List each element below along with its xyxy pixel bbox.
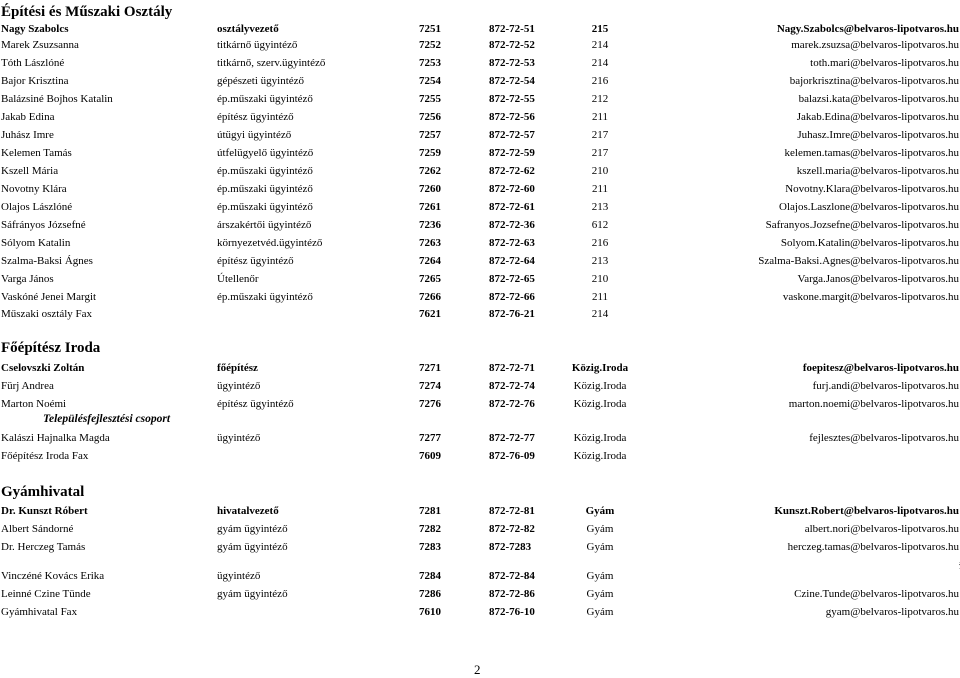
extension-cell: 7253: [419, 57, 441, 69]
section-title-gyamhivatal: Gyámhivatal: [1, 484, 85, 500]
table-row: [0, 289, 960, 305]
table-row: [0, 55, 960, 71]
role-cell: ép.műszaki ügyintéző: [217, 201, 313, 213]
role-cell: ép.műszaki ügyintéző: [217, 183, 313, 195]
role-cell: osztályvezető: [217, 23, 279, 35]
room-cell: 214: [591, 39, 609, 51]
phone-cell: 872-72-53: [489, 57, 535, 69]
room-cell: 213: [591, 201, 609, 213]
email-cell: toth.mari@belvaros-lipotvaros.hu: [810, 57, 959, 69]
phone-cell: 872-72-71: [489, 362, 535, 374]
table-row: [0, 306, 960, 322]
name-cell: Dr. Herczeg Tamás: [1, 541, 86, 553]
table-row: [0, 199, 960, 215]
extension-cell: 7260: [419, 183, 441, 195]
phone-cell: 872-72-82: [489, 523, 535, 535]
phone-cell: 872-72-52: [489, 39, 535, 51]
email-cell: marek.zsuzsa@belvaros-lipotvaros.hu: [791, 39, 959, 51]
table-row: [0, 360, 960, 376]
phone-cell: 872-72-63: [489, 237, 535, 249]
room-cell: 217: [591, 129, 609, 141]
name-cell: Juhász Imre: [1, 129, 54, 141]
email-cell: Jakab.Edina@belvaros-lipotvaros.hu: [796, 111, 959, 123]
phone-cell: 872-72-66: [489, 291, 535, 303]
extension-cell: 7262: [419, 165, 441, 177]
role-cell: hivatalvezető: [217, 505, 279, 517]
room-cell: Közig.Iroda: [573, 398, 627, 410]
email-cell: kelemen.tamas@belvaros-lipotvaros.hu: [784, 147, 959, 159]
name-cell: Gyámhivatal Fax: [1, 606, 78, 618]
room-cell: Közig.Iroda: [571, 362, 629, 374]
name-cell: Balázsiné Bojhos Katalin: [1, 93, 113, 105]
section-title-foepitesz: Főépítész Iroda: [1, 340, 101, 356]
email-cell: Solyom.Katalin@belvaros-lipotvaros.hu: [780, 237, 959, 249]
phone-cell: 872-72-62: [489, 165, 535, 177]
section-title-epitesi: Építési és Műszaki Osztály: [1, 4, 173, 20]
name-cell: Kelemen Tamás: [1, 147, 72, 159]
email-cell: Szalma-Baksi.Agnes@belvaros-lipotvaros.hu: [758, 255, 959, 267]
phone-cell: 872-72-76: [489, 398, 535, 410]
table-row: [0, 163, 960, 179]
email-cell: Nagy.Szabolcs@belvaros-lipotvaros.hu: [776, 23, 959, 35]
room-cell: Gyám: [586, 588, 614, 600]
role-cell: gyám ügyintéző: [217, 523, 288, 535]
phone-cell: 872-72-61: [489, 201, 535, 213]
phone-cell: 872-72-86: [489, 588, 535, 600]
table-row: [0, 430, 960, 446]
table-row: [0, 253, 960, 269]
email-cell: herczeg.tamas@belvaros-lipotvaros.hu: [787, 541, 959, 553]
extension-cell: 7282: [419, 523, 441, 535]
extension-cell: 7259: [419, 147, 441, 159]
table-row: [0, 521, 960, 537]
name-cell: Kszell Mária: [1, 165, 59, 177]
phone-cell: 872-72-84: [489, 570, 535, 582]
room-cell: 210: [591, 273, 609, 285]
room-cell: 211: [591, 111, 609, 123]
table-row: [0, 448, 960, 464]
name-cell: Fürj Andrea: [1, 380, 54, 392]
phone-cell: 872-76-21: [489, 308, 535, 320]
table-row: [0, 21, 960, 37]
room-cell: 216: [591, 237, 609, 249]
phone-cell: 872-72-64: [489, 255, 535, 267]
name-cell: Kalászi Hajnalka Magda: [1, 432, 110, 444]
name-cell: Sólyom Katalin: [1, 237, 71, 249]
role-cell: ép.műszaki ügyintéző: [217, 291, 313, 303]
extension-cell: 7271: [419, 362, 441, 374]
extension-cell: 7283: [419, 541, 441, 553]
phone-cell: 872-72-65: [489, 273, 535, 285]
role-cell: árszakértői ügyintéző: [217, 219, 312, 231]
phone-cell: 872-72-60: [489, 183, 535, 195]
name-cell: Főépítész Iroda Fax: [1, 450, 89, 462]
name-cell: Tóth Lászlóné: [1, 57, 65, 69]
table-row: [0, 91, 960, 107]
email-cell: Kunszt.Robert@belvaros-lipotvaros.hu: [774, 505, 959, 517]
email-cell: albert.nori@belvaros-lipotvaros.hu: [804, 523, 959, 535]
table-row: [0, 503, 960, 519]
table-row: [0, 145, 960, 161]
room-cell: 612: [591, 219, 609, 231]
role-cell: építész ügyintéző: [217, 255, 294, 267]
email-cell: marton.noemi@belvaros-lipotvaros.hu: [788, 398, 959, 410]
room-cell: Gyám: [586, 570, 614, 582]
email-cell: bajorkrisztina@belvaros-lipotvaros.hu: [789, 75, 959, 87]
room-cell: 211: [591, 291, 609, 303]
room-cell: 214: [591, 57, 609, 69]
extension-cell: 7286: [419, 588, 441, 600]
room-cell: 212: [591, 93, 609, 105]
extension-cell: 7610: [419, 606, 441, 618]
extension-cell: 7621: [419, 308, 441, 320]
role-cell: Útellenőr: [217, 273, 259, 285]
role-cell: ügyintéző: [217, 380, 261, 392]
room-cell: 215: [591, 23, 609, 35]
room-cell: Gyám: [586, 523, 614, 535]
table-row: [0, 109, 960, 125]
email-cell: Olajos.Laszlone@belvaros-lipotvaros.hu: [779, 201, 959, 213]
email-cell: balazsi.kata@belvaros-lipotvaros.hu: [798, 93, 959, 105]
email-cell: Varga.Janos@belvaros-lipotvaros.hu: [797, 273, 959, 285]
extension-cell: 7277: [419, 432, 441, 444]
table-row: [0, 235, 960, 251]
extension-cell: 7257: [419, 129, 441, 141]
email-cell: Safranyos.Jozsefne@belvaros-lipotvaros.hu: [765, 219, 959, 231]
email-cell: furj.andi@belvaros-lipotvaros.hu: [812, 380, 959, 392]
extension-cell: 7264: [419, 255, 441, 267]
name-cell: Vinczéné Kovács Erika: [1, 570, 105, 582]
name-cell: Marek Zsuzsanna: [1, 39, 79, 51]
table-row: [0, 271, 960, 287]
name-cell: Műszaki osztály Fax: [1, 308, 93, 320]
room-cell: Közig.Iroda: [573, 432, 627, 444]
phone-cell: 872-72-77: [489, 432, 535, 444]
role-cell: gépészeti ügyintéző: [217, 75, 305, 87]
phone-cell: 872-72-74: [489, 380, 535, 392]
role-cell: gyám ügyintéző: [217, 541, 288, 553]
role-cell: útügyi ügyintéző: [217, 129, 292, 141]
subgroup-title: Településfejlesztési csoport: [43, 413, 171, 425]
name-cell: Jakab Edina: [1, 111, 55, 123]
role-cell: gyám ügyintéző: [217, 588, 288, 600]
email-cell: kszell.maria@belvaros-lipotvaros.hu: [796, 165, 959, 177]
room-cell: Gyám: [585, 505, 615, 517]
name-cell: Nagy Szabolcs: [1, 23, 69, 35]
role-cell: útfelügyelő ügyintéző: [217, 147, 314, 159]
email-cell: Juhasz.Imre@belvaros-lipotvaros.hu: [797, 129, 959, 141]
extension-cell: 7252: [419, 39, 441, 51]
extension-cell: 7609: [419, 450, 441, 462]
role-cell: építész ügyintéző: [217, 398, 294, 410]
extension-cell: 7263: [419, 237, 441, 249]
extension-cell: 7236: [419, 219, 441, 231]
role-cell: ügyintéző: [217, 570, 261, 582]
page-number: 2: [474, 662, 481, 677]
extension-cell: 7255: [419, 93, 441, 105]
room-cell: 214: [591, 308, 609, 320]
name-cell: Novotny Klára: [1, 183, 67, 195]
room-cell: 210: [591, 165, 609, 177]
name-cell: Varga János: [1, 273, 54, 285]
room-cell: Közig.Iroda: [573, 450, 627, 462]
phone-cell: 872-72-54: [489, 75, 535, 87]
phone-cell: 872-72-51: [489, 23, 535, 35]
extension-cell: 7274: [419, 380, 441, 392]
name-cell: Bajor Krisztina: [1, 75, 69, 87]
email-cell: gyam@belvaros-lipotvaros.hu: [825, 606, 959, 618]
room-cell: Közig.Iroda: [573, 380, 627, 392]
phone-cell: 872-72-56: [489, 111, 535, 123]
email-cell: foepitesz@belvaros-lipotvaros.hu: [802, 362, 959, 374]
phone-cell: 872-76-10: [489, 606, 535, 618]
table-row: [0, 539, 960, 555]
phone-cell: 872-7283: [489, 541, 532, 553]
extension-cell: 7256: [419, 111, 441, 123]
extension-cell: 7281: [419, 505, 441, 517]
extension-cell: 7265: [419, 273, 441, 285]
table-row: [0, 604, 960, 620]
extension-cell: 7251: [419, 23, 441, 35]
name-cell: Leinné Czine Tünde: [1, 588, 91, 600]
table-row: [0, 378, 960, 394]
email-cell: Novotny.Klara@belvaros-lipotvaros.hu: [785, 183, 959, 195]
name-cell: Dr. Kunszt Róbert: [1, 505, 88, 517]
table-row: [0, 396, 960, 412]
role-cell: titkárnő ügyintéző: [217, 39, 298, 51]
table-row: [0, 127, 960, 143]
phone-cell: 872-72-81: [489, 505, 535, 517]
phone-cell: 872-72-57: [489, 129, 535, 141]
extension-cell: 7254: [419, 75, 441, 87]
role-cell: építész ügyintéző: [217, 111, 294, 123]
table-row: [0, 568, 960, 584]
extension-cell: 7261: [419, 201, 441, 213]
name-cell: Albert Sándorné: [1, 523, 74, 535]
table-row: [0, 73, 960, 89]
table-row: [0, 181, 960, 197]
name-cell: Cselovszki Zoltán: [1, 362, 85, 374]
room-cell: 217: [591, 147, 609, 159]
email-cell: Czine.Tunde@belvaros-lipotvaros.hu: [794, 588, 959, 600]
name-cell: Vaskóné Jenei Margit: [1, 291, 97, 303]
phone-cell: 872-72-59: [489, 147, 535, 159]
role-cell: titkárnő, szerv.ügyintéző: [217, 57, 326, 69]
room-cell: 213: [591, 255, 609, 267]
role-cell: környezetvéd.ügyintéző: [217, 237, 323, 249]
email-cell: vaskone.margit@belvaros-lipotvaros.hu: [782, 291, 959, 303]
extension-cell: 7276: [419, 398, 441, 410]
room-cell: Gyám: [586, 541, 614, 553]
room-cell: 211: [591, 183, 609, 195]
extension-cell: 7284: [419, 570, 441, 582]
name-cell: Olajos Lászlóné: [1, 201, 73, 213]
name-cell: Szalma-Baksi Ágnes: [1, 255, 93, 267]
role-cell: ügyintéző: [217, 432, 261, 444]
extension-cell: 7266: [419, 291, 441, 303]
name-cell: Marton Noémi: [1, 398, 67, 410]
email-cell: fejlesztes@belvaros-lipotvaros.hu: [809, 432, 959, 444]
phone-cell: 872-72-36: [489, 219, 535, 231]
phone-cell: 872-76-09: [489, 450, 535, 462]
role-cell: ép.műszaki ügyintéző: [217, 165, 313, 177]
room-cell: 216: [591, 75, 609, 87]
role-cell: ép.műszaki ügyintéző: [217, 93, 313, 105]
table-row: [0, 586, 960, 602]
role-cell: főépítész: [217, 362, 258, 374]
table-row: [0, 37, 960, 53]
table-row: [0, 217, 960, 233]
room-cell: Gyám: [586, 606, 614, 618]
name-cell: Sáfrányos Józsefné: [1, 219, 86, 231]
phone-cell: 872-72-55: [489, 93, 535, 105]
